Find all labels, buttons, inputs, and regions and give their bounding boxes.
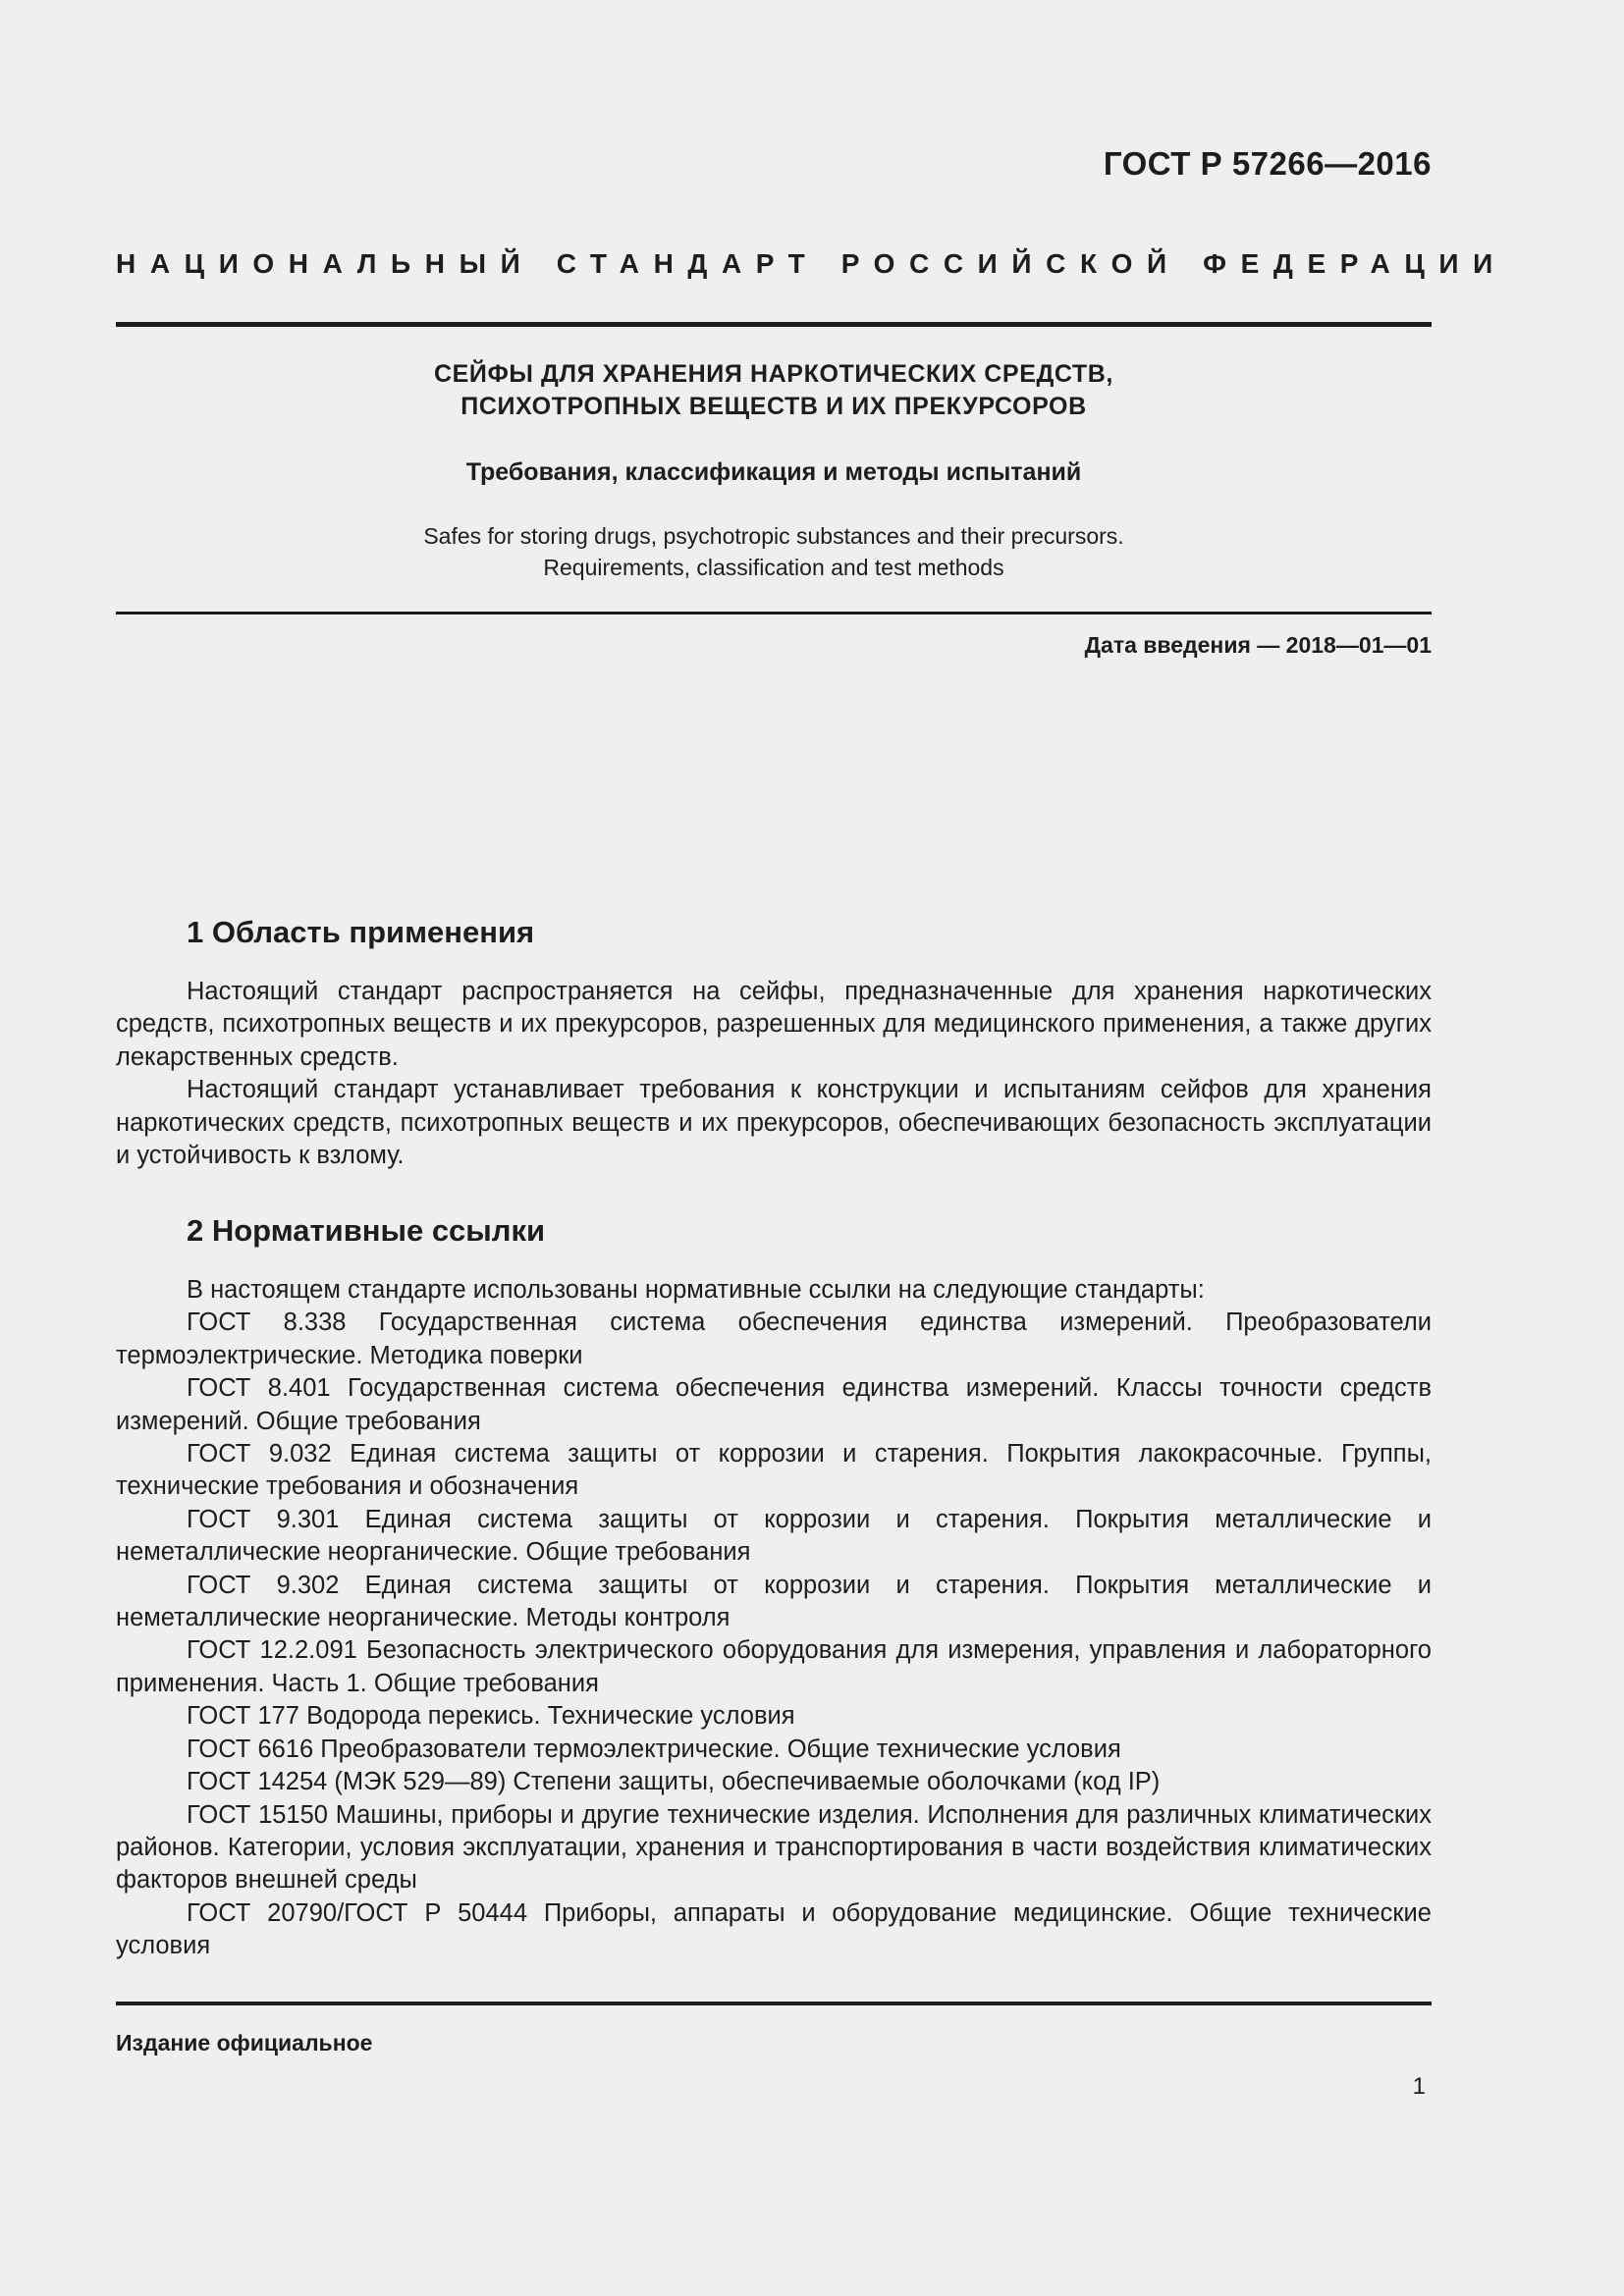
page-number: 1 xyxy=(1412,2073,1426,2100)
english-title-line-1: Safes for storing drugs, psychotropic substances and their precursors. xyxy=(423,523,1124,549)
header-divider xyxy=(116,322,1432,327)
reference-item: ГОСТ 20790/ГОСТ Р 50444 Приборы, аппараты и оборудование медицинские. Общие технические условия xyxy=(116,1898,1432,1960)
section-body-normative-references xyxy=(116,1274,1432,1963)
section-title-normative-references: 2 Нормативные ссылки xyxy=(187,1213,546,1248)
section-body-scope xyxy=(116,976,1432,1172)
national-standard-header: НАЦИОНАЛЬНЫЙ СТАНДАРТ РОССИЙСКОЙ ФЕДЕРАЦИИ xyxy=(116,248,1507,279)
reference-item: ГОСТ 9.301 Единая система защиты от коррозии и старения. Покрытия металлические и неметаллические неорганические. Общие требования xyxy=(116,1505,1432,1567)
title-line-2: ПСИХОТРОПНЫХ ВЕЩЕСТВ И ИХ ПРЕКУРСОРОВ xyxy=(460,393,1087,420)
section-title-scope: 1 Область применения xyxy=(187,915,535,949)
document-code: ГОСТ Р 57266—2016 xyxy=(1103,145,1432,182)
footer-divider xyxy=(116,2002,1432,2005)
document-subtitle: Требования, классификация и методы испытаний xyxy=(465,458,1082,486)
introduction-date: Дата введения — 2018—01—01 xyxy=(1084,632,1432,658)
reference-item: ГОСТ 9.032 Единая система защиты от коррозии и старения. Покрытия лакокрасочные. Группы, технические требования и обозначения xyxy=(116,1440,1432,1501)
official-edition-label: Издание официальное xyxy=(116,2030,373,2056)
reference-item: ГОСТ 6616 Преобразователи термоэлектрические. Общие технические условия xyxy=(187,1735,1121,1763)
paragraph: Настоящий стандарт распространяется на сейфы, предназначенные для хранения наркотических средств, психотропных веществ и их прекурсоров, разрешенных для медицинского применения, а также других лекарственных средств. xyxy=(116,978,1432,1071)
document-title xyxy=(116,358,1432,423)
english-title xyxy=(116,520,1432,583)
reference-item: ГОСТ 15150 Машины, приборы и другие технические изделия. Исполнения для различных климатических районов. Категории, условия эксплуатации, хранения и транспортирования в части воздействия климатических факторов внешней среды xyxy=(116,1800,1432,1895)
paragraph: В настоящем стандарте использованы нормативные ссылки на следующие стандарты: xyxy=(187,1276,1205,1304)
reference-item: ГОСТ 8.401 Государственная система обеспечения единства измерений. Классы точности средств измерений. Общие требования xyxy=(116,1374,1432,1435)
reference-item: ГОСТ 12.2.091 Безопасность электрического оборудования для измерения, управления и лабораторного применения. Часть 1. Общие требования xyxy=(116,1636,1432,1697)
reference-item: ГОСТ 9.302 Единая система защиты от коррозии и старения. Покрытия металлические и неметаллические неорганические. Методы контроля xyxy=(116,1571,1432,1632)
title-line-1: СЕЙФЫ ДЛЯ ХРАНЕНИЯ НАРКОТИЧЕСКИХ СРЕДСТВ, xyxy=(434,360,1113,388)
title-divider xyxy=(116,612,1432,614)
reference-item: ГОСТ 14254 (МЭК 529—89) Степени защиты, обеспечиваемые оболочками (код IP) xyxy=(187,1768,1161,1796)
reference-item: ГОСТ 177 Водорода перекись. Технические условия xyxy=(187,1702,795,1731)
paragraph: Настоящий стандарт устанавливает требования к конструкции и испытаниям сейфов для хранения наркотических средств, психотропных веществ и их прекурсоров, обеспечивающих безопасность эксплуатации и устойчивость к взлому. xyxy=(116,1076,1432,1170)
reference-item: ГОСТ 8.338 Государственная система обеспечения единства измерений. Преобразователи термоэлектрические. Методика поверки xyxy=(116,1308,1432,1369)
document-page xyxy=(116,0,1507,2296)
english-title-line-2: Requirements, classification and test methods xyxy=(543,555,1004,580)
